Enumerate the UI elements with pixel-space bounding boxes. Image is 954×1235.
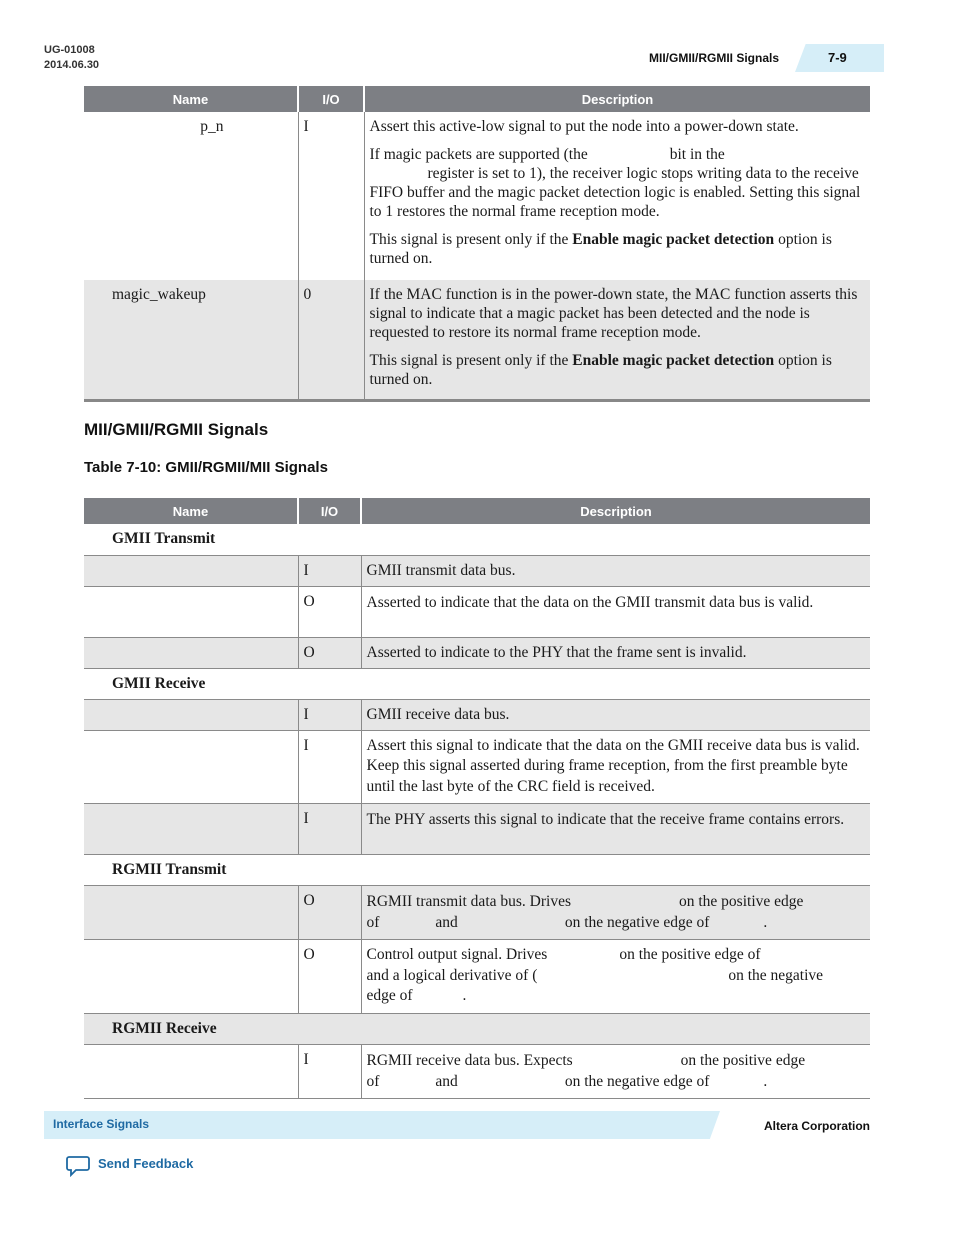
- table-header-row: [84, 86, 870, 112]
- signal-io: I: [298, 699, 361, 730]
- footer-company: Altera Corporation: [764, 1119, 871, 1133]
- section-label: RGMII Receive: [84, 1013, 870, 1044]
- signal-io: I: [298, 112, 364, 280]
- section-heading: MII/GMII/RGMII Signals: [84, 420, 269, 439]
- table-row: [84, 730, 870, 804]
- col-header-io: I/O: [298, 498, 361, 524]
- signal-description: Asserted to indicate that the data on the GMII transmit data bus is valid.: [361, 586, 870, 637]
- document-id: [44, 43, 99, 73]
- table-row: [84, 586, 870, 637]
- signal-name: [84, 555, 298, 586]
- signal-name: [84, 637, 298, 668]
- section-row: [84, 855, 870, 886]
- col-header-name: Name: [84, 498, 298, 524]
- desc-text: .: [763, 914, 768, 931]
- desc-text: option is turned on.: [369, 231, 832, 267]
- signal-io: I: [298, 730, 361, 804]
- signal-name: magic_wakeup: [84, 280, 298, 400]
- signal-name: [84, 586, 298, 637]
- signal-name: [84, 886, 298, 940]
- section-row: [84, 524, 870, 555]
- signal-io: 0: [298, 280, 364, 400]
- signal-description: [361, 940, 870, 1014]
- desc-text: on the negative edge of: [564, 1072, 710, 1090]
- signal-io: O: [298, 586, 361, 637]
- signal-io: O: [298, 637, 361, 668]
- table-row: [84, 555, 870, 586]
- signal-name: [84, 699, 298, 730]
- table-row: [84, 886, 870, 940]
- signal-description: GMII receive data bus.: [361, 699, 870, 730]
- table-row: [84, 804, 870, 855]
- col-header-io: I/O: [298, 86, 364, 112]
- desc-text: of: [366, 1072, 380, 1090]
- footer-chapter-link[interactable]: Interface Signals: [53, 1117, 150, 1131]
- col-header-description: Description: [364, 86, 870, 112]
- signal-description: The PHY asserts this signal to indicate that the receive frame contains errors.: [361, 804, 870, 855]
- desc-paragraph: [370, 351, 865, 389]
- desc-text: This signal is present only if the: [369, 231, 573, 248]
- table-row: [84, 280, 870, 400]
- desc-text: option is turned on.: [369, 352, 832, 388]
- signal-description: Assert this signal to indicate that the data on the GMII receive data bus is valid. Keep this signal asserted during frame reception, from the first preamble byte until the last byte of the CRC field is received.: [361, 730, 870, 804]
- desc-text: register is set to 1), the receiver logic stops writing data to the receive FIFO buffer and the magic packet detection logic is enabled. Setting this signal to 1 restores the normal frame reception mode.: [369, 165, 861, 220]
- desc-text: and: [435, 1072, 458, 1090]
- doc-date-text: 2014.06.30: [44, 59, 100, 71]
- desc-text: This signal is present only if the: [369, 352, 573, 369]
- signal-io: I: [298, 804, 361, 855]
- signal-description: [364, 280, 870, 400]
- table-row: [84, 637, 870, 668]
- signal-name: [84, 1044, 298, 1098]
- desc-text: on the positive edge: [678, 893, 804, 910]
- signal-name: [84, 730, 298, 804]
- section-label: RGMII Transmit: [84, 855, 870, 886]
- section-row: [84, 1013, 870, 1044]
- power-signals-table: [84, 86, 870, 402]
- desc-text: on the positive edge of: [619, 946, 761, 963]
- signal-name: p_n: [200, 118, 224, 135]
- desc-text: on the negative: [728, 966, 824, 984]
- desc-text: bit in the: [669, 146, 725, 163]
- signal-io: O: [298, 886, 361, 940]
- desc-text: of: [366, 914, 380, 931]
- signal-io: I: [298, 555, 361, 586]
- desc-text: .: [462, 987, 467, 1004]
- table-row: [84, 1044, 870, 1098]
- table-caption: Table 7-10: GMII/RGMII/MII Signals: [84, 459, 328, 476]
- desc-text: If magic packets are supported (the: [369, 146, 588, 163]
- signal-name: [84, 940, 298, 1014]
- signal-description: GMII transmit data bus.: [361, 555, 870, 586]
- signal-description: [361, 886, 870, 940]
- doc-id-text: UG-01008: [44, 44, 95, 56]
- desc-paragraph: [370, 145, 865, 221]
- page-number: 7-9: [828, 50, 847, 65]
- signal-description: [361, 1044, 870, 1098]
- gmii-rgmii-signals-table: [84, 498, 870, 1099]
- col-header-name: Name: [84, 86, 298, 112]
- table-row: [84, 699, 870, 730]
- send-feedback-link[interactable]: Send Feedback: [98, 1156, 194, 1171]
- table-header-row: [84, 498, 870, 524]
- table-row: [84, 940, 870, 1014]
- option-name: Enable magic packet detection: [572, 231, 775, 248]
- desc-text: on the positive edge: [680, 1051, 806, 1069]
- desc-text: RGMII transmit data bus. Drives: [366, 893, 571, 910]
- desc-paragraph: If the MAC function is in the power-down state, the MAC function asserts this signal to indicate that a magic packet has been detected and the node is requested to restore its normal frame reception mode.: [369, 286, 858, 341]
- signal-io: O: [298, 940, 361, 1014]
- desc-text: edge of: [366, 987, 413, 1004]
- option-name: Enable magic packet detection: [572, 352, 775, 369]
- table-row: [84, 112, 870, 280]
- desc-text: and a logical derivative of (: [366, 966, 538, 984]
- desc-paragraph: Assert this active-low signal to put the node into a power-down state.: [369, 118, 799, 135]
- running-header-title: MII/GMII/RGMII Signals: [649, 51, 780, 65]
- section-label: GMII Receive: [84, 668, 870, 699]
- desc-text: Control output signal. Drives: [366, 946, 548, 963]
- section-label: GMII Transmit: [84, 524, 870, 555]
- signal-description: Asserted to indicate to the PHY that the frame sent is invalid.: [361, 637, 870, 668]
- desc-paragraph: [370, 230, 865, 268]
- desc-text: and: [435, 914, 458, 931]
- signal-io: I: [298, 1044, 361, 1098]
- signal-name: [84, 804, 298, 855]
- desc-text: on the negative edge of: [564, 914, 710, 931]
- desc-text: .: [763, 1072, 768, 1090]
- signal-description: [364, 112, 870, 280]
- section-row: [84, 668, 870, 699]
- desc-text: RGMII receive data bus. Expects: [366, 1051, 573, 1069]
- col-header-description: Description: [361, 498, 870, 524]
- feedback-icon[interactable]: [66, 1155, 90, 1177]
